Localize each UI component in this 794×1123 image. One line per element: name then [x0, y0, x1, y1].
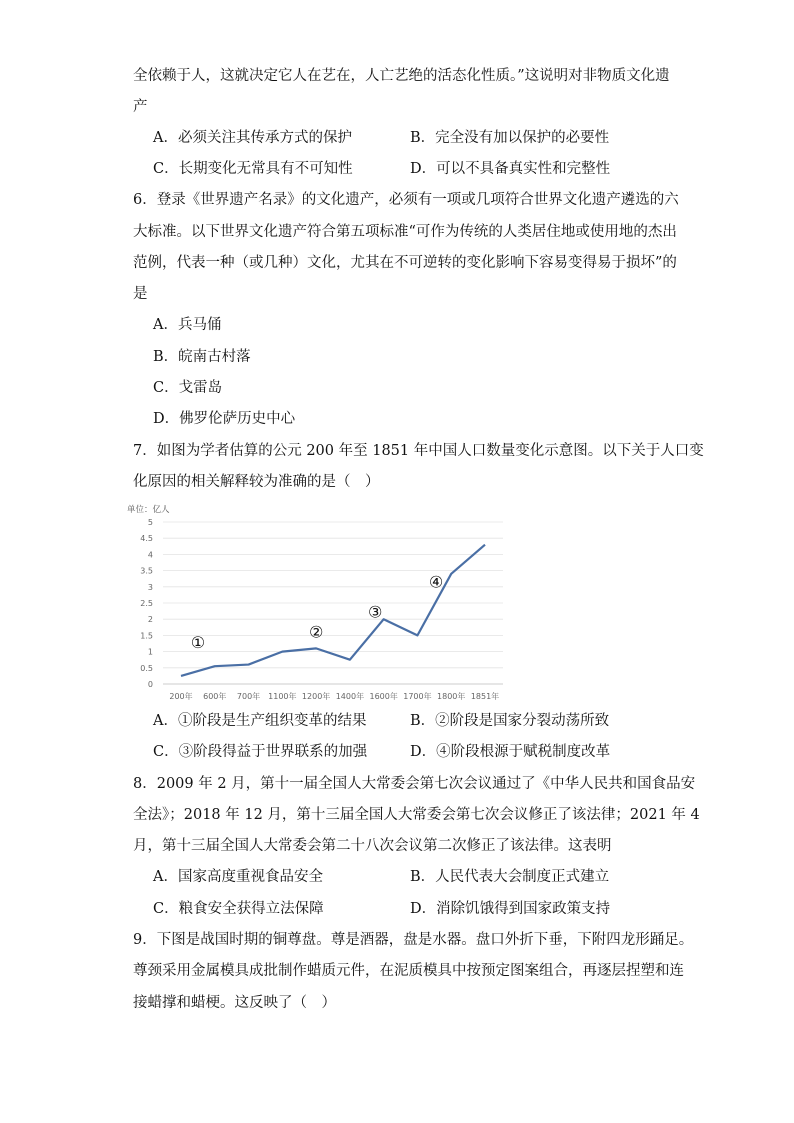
- q9-stem-line-1: 9．下图是战国时期的铜尊盘。尊是酒器，盘是水器。盘口外折下垂，下附四龙形踊足。: [133, 932, 694, 948]
- y-tick-label: 0: [147, 680, 153, 689]
- q6-stem-line-4: 是: [133, 286, 148, 302]
- q6-stem-line-1: 6．登录《世界遗产名录》的文化遗产，必须有一项或几项符合世界文化遗产遴选的六: [133, 192, 679, 208]
- x-tick-label: 200年: [169, 692, 193, 701]
- q7-option-a: A．①阶段是生产组织变革的结果: [153, 713, 367, 729]
- x-tick-label: 600年: [203, 692, 227, 701]
- x-tick-label: 1700年: [403, 692, 432, 701]
- q6-option-a: A．兵马俑: [153, 317, 222, 333]
- stage-marker: ③: [368, 602, 383, 622]
- q5-option-d: D．可以不具备真实性和完整性: [410, 161, 611, 177]
- q7-option-b: B．②阶段是国家分裂动荡所致: [410, 713, 610, 729]
- q8-stem-line-2: 全法》；2018 年 12 月，第十三届全国人大常委会第七次会议修正了该法律；2021 年 4: [133, 807, 700, 823]
- q5-stem-line-2: 产: [133, 99, 148, 115]
- q7-stem-line-1: 7．如图为学者估算的公元 200 年至 1851 年中国人口数量变化示意图。以下关于人口变: [133, 443, 704, 459]
- y-tick-label: 4.5: [140, 534, 153, 544]
- q7-option-d: D．④阶段根源于赋税制度改革: [410, 744, 611, 760]
- x-tick-label: 1600年: [369, 692, 398, 701]
- q5-option-a: A．必须关注其传承方式的保护: [153, 130, 352, 146]
- q6-stem-line-3: 范例，代表一种（或几种）文化，尤其在不可逆转的变化影响下容易变得易于损坏”的: [133, 255, 677, 271]
- q8-option-d: D．消除饥饿得到国家政策支持: [410, 901, 611, 917]
- q7-option-c: C．③阶段得益于世界联系的加强: [153, 744, 368, 760]
- q8-stem-line-3: 月，第十三届全国人大常委会第二十八次会议第二次修正了该法律。这表明: [133, 838, 612, 854]
- y-tick-label: 0.5: [140, 663, 153, 673]
- y-tick-label: 3: [147, 582, 153, 592]
- y-tick-label: 1: [147, 647, 153, 657]
- q6-option-c: C．戈雷岛: [153, 380, 223, 396]
- population-series-line: [181, 545, 485, 676]
- q6-option-d: D．佛罗伦萨历史中心: [153, 411, 296, 427]
- q6-option-b: B．皖南古村落: [153, 349, 251, 365]
- q7-stem-line-2: 化原因的相关解释较为准确的是（ ）: [133, 474, 380, 490]
- q8-option-a: A．国家高度重视食品安全: [153, 869, 323, 885]
- x-tick-label: 1800年: [437, 692, 466, 701]
- q5-stem-line-1: 全依赖于人，这就决定它人在艺在，人亡艺绝的活态化性质。”这说明对非物质文化遗: [133, 68, 670, 84]
- y-tick-label: 2.5: [140, 599, 153, 608]
- stage-marker: ④: [428, 572, 444, 592]
- q8-option-c: C．粮食安全获得立法保障: [153, 901, 324, 917]
- y-tick-label: 1.5: [140, 631, 153, 641]
- stage-marker: ①: [190, 632, 206, 652]
- q8-option-b: B．人民代表大会制度正式建立: [410, 869, 610, 885]
- x-tick-label: 1851年: [470, 692, 500, 701]
- q5-option-c: C．长期变化无常具有不可知性: [153, 161, 353, 177]
- q6-stem-line-2: 大标准。以下世界文化遗产符合第五项标准“可作为传统的人类居住地或使用地的杰出: [133, 224, 677, 240]
- y-tick-label: 3.5: [140, 566, 153, 576]
- stage-marker: ②: [308, 622, 324, 642]
- chart-unit-label: 单位：亿人: [127, 505, 170, 515]
- x-tick-label: 1400年: [335, 692, 365, 701]
- x-tick-label: 1100年: [268, 692, 297, 701]
- y-tick-label: 4: [147, 550, 153, 560]
- population-line-chart: [125, 498, 515, 708]
- q9-stem-line-3: 接蜡撑和蜡梗。这反映了（ ）: [133, 995, 336, 1011]
- y-tick-label: 2: [147, 615, 153, 625]
- x-tick-label: 1200年: [301, 692, 331, 701]
- y-tick-label: 5: [147, 518, 153, 527]
- q9-stem-line-2: 尊颈采用金属模具成批制作蜡质元件，在泥质模具中按预定图案组合，再逐层捏塑和连: [133, 963, 684, 979]
- q5-option-b: B．完全没有加以保护的必要性: [410, 130, 610, 146]
- q8-stem-line-1: 8．2009 年 2 月，第十一届全国人大常委会第七次会议通过了《中华人民共和国食品安: [133, 776, 696, 792]
- x-tick-label: 700年: [236, 692, 261, 701]
